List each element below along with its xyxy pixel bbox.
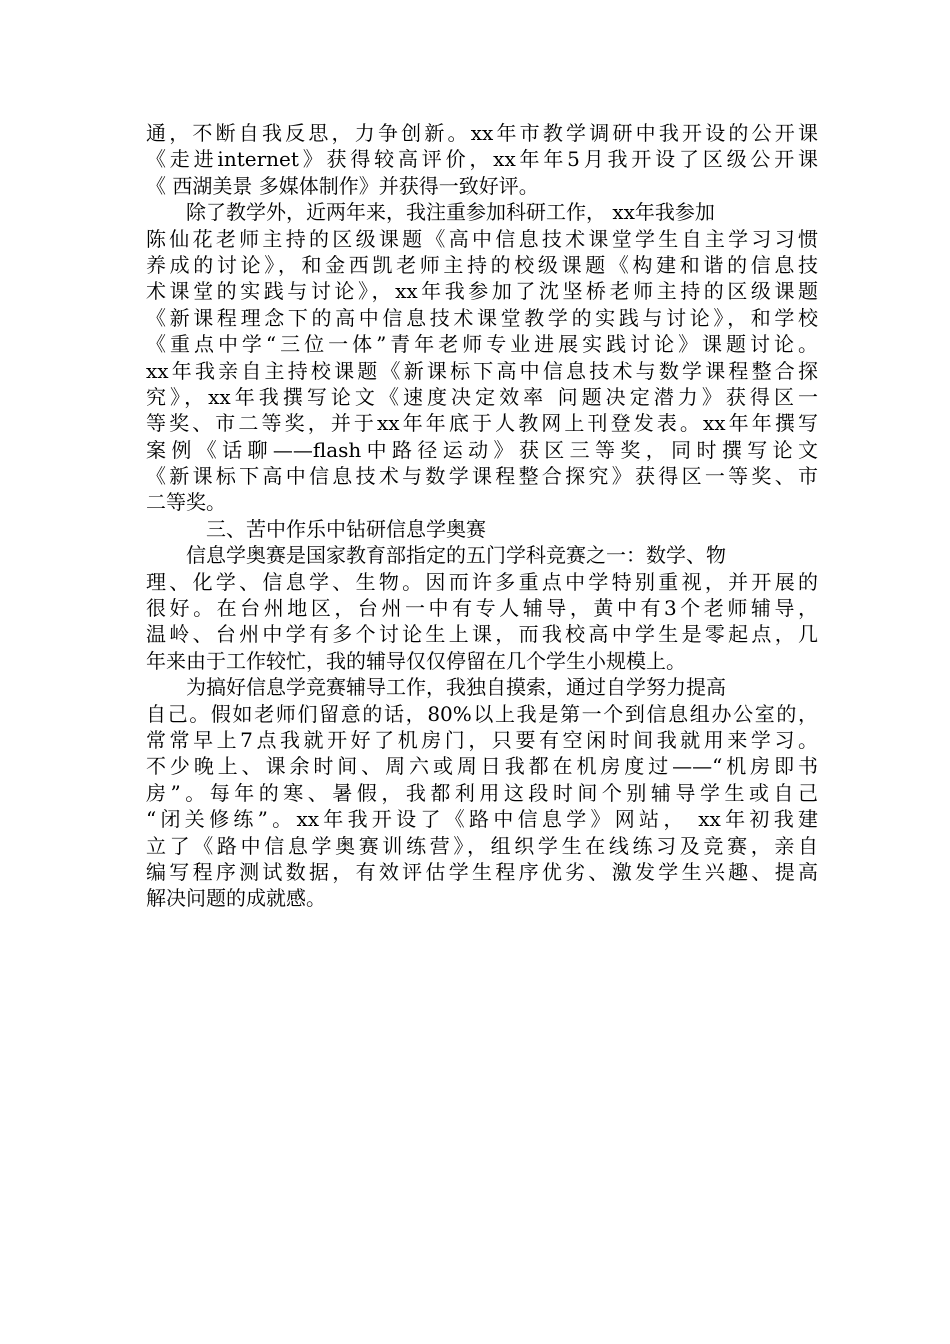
text-line: 二等奖。 xyxy=(146,490,226,515)
text-line: 术课堂的实践与讨论》，xx年我参加了沈坚桥老师主持的区级课题 xyxy=(146,279,818,304)
text-line: 陈仙花老师主持的区级课题《高中信息技术课堂学生自主学习习惯 xyxy=(146,226,818,251)
text-line: 案例《话聊——flash中路径运动》获区三等奖，同时撰写论文 xyxy=(146,437,818,462)
text-line: 很好。在台州地区，台州一中有专人辅导，黄中有3个老师辅导， xyxy=(146,596,818,621)
text-line: 理、化学、信息学、生物。因而许多重点中学特别重视，并开展的 xyxy=(146,569,818,594)
text-line: “闭关修练”。xx年我开设了《路中信息学》网站， xx年初我建 xyxy=(146,807,818,832)
text-line: 不少晚上、课余时间、周六或周日我都在机房度过——“机房即书 xyxy=(146,754,818,779)
text-line: 究》，xx年我撰写论文《速度决定效率 问题决定潜力》获得区一 xyxy=(146,384,818,409)
text-line: xx年我亲自主持校课题《新课标下高中信息技术与数学课程整合探 xyxy=(146,358,818,383)
paragraph xyxy=(146,120,818,199)
section-heading xyxy=(146,516,818,542)
paragraph xyxy=(146,199,818,516)
text-line: 常常早上7点我就开好了机房门，只要有空闲时间我就用来学习。 xyxy=(146,727,818,752)
text-line: 除了教学外，近两年来，我注重参加科研工作， xx年我参加 xyxy=(186,200,715,225)
text-line: 解决问题的成就感。 xyxy=(146,886,326,911)
text-line: 温岭、台州中学有多个讨论生上课，而我校高中学生是零起点，几 xyxy=(146,622,818,647)
document-body xyxy=(146,120,818,912)
text-line: 年来由于工作较忙，我的辅导仅仅停留在几个学生小规模上。 xyxy=(146,648,686,673)
text-line: 《走进internet》获得较高评价，xx年年5月我开设了区级公开课 xyxy=(146,147,818,172)
text-line: 自己。假如老师们留意的话，80%以上我是第一个到信息组办公室的， xyxy=(146,701,818,726)
text-line: 信息学奥赛是国家教育部指定的五门学科竞赛之一：数学、物 xyxy=(186,543,726,568)
heading-line: 三、苦中作乐中钻研信息学奥赛 xyxy=(206,516,486,541)
text-line: 《新课标下高中信息技术与数学课程整合探究》获得区一等奖、市 xyxy=(146,464,818,489)
text-line: 《 西湖美景 多媒体制作》并获得一致好评。 xyxy=(146,173,539,198)
text-line: 等奖、市二等奖，并于xx年年底于人教网上刊登发表。xx年年撰写 xyxy=(146,411,818,436)
text-line: 立了《路中信息学奥赛训练营》，组织学生在线练习及竞赛，亲自 xyxy=(146,833,818,858)
text-line: 养成的讨论》，和金西凯老师主持的校级课题《构建和谐的信息技 xyxy=(146,252,818,277)
text-line: 房”。每年的寒、暑假，我都利用这段时间个别辅导学生或自己 xyxy=(146,780,818,805)
paragraph xyxy=(146,674,818,912)
text-line: 《新课程理念下的高中信息技术课堂教学的实践与讨论》，和学校 xyxy=(146,305,818,330)
text-line: 编写程序测试数据，有效评估学生程序优劣、激发学生兴趣、提高 xyxy=(146,859,818,884)
text-line: 通，不断自我反思，力争创新。xx年市教学调研中我开设的公开课 xyxy=(146,121,818,145)
text-line: 为搞好信息学竞赛辅导工作，我独自摸索，通过自学努力提高 xyxy=(186,675,726,700)
text-line: 《重点中学“三位一体”青年老师专业进展实践讨论》课题讨论。 xyxy=(146,332,818,357)
paragraph xyxy=(146,542,818,674)
